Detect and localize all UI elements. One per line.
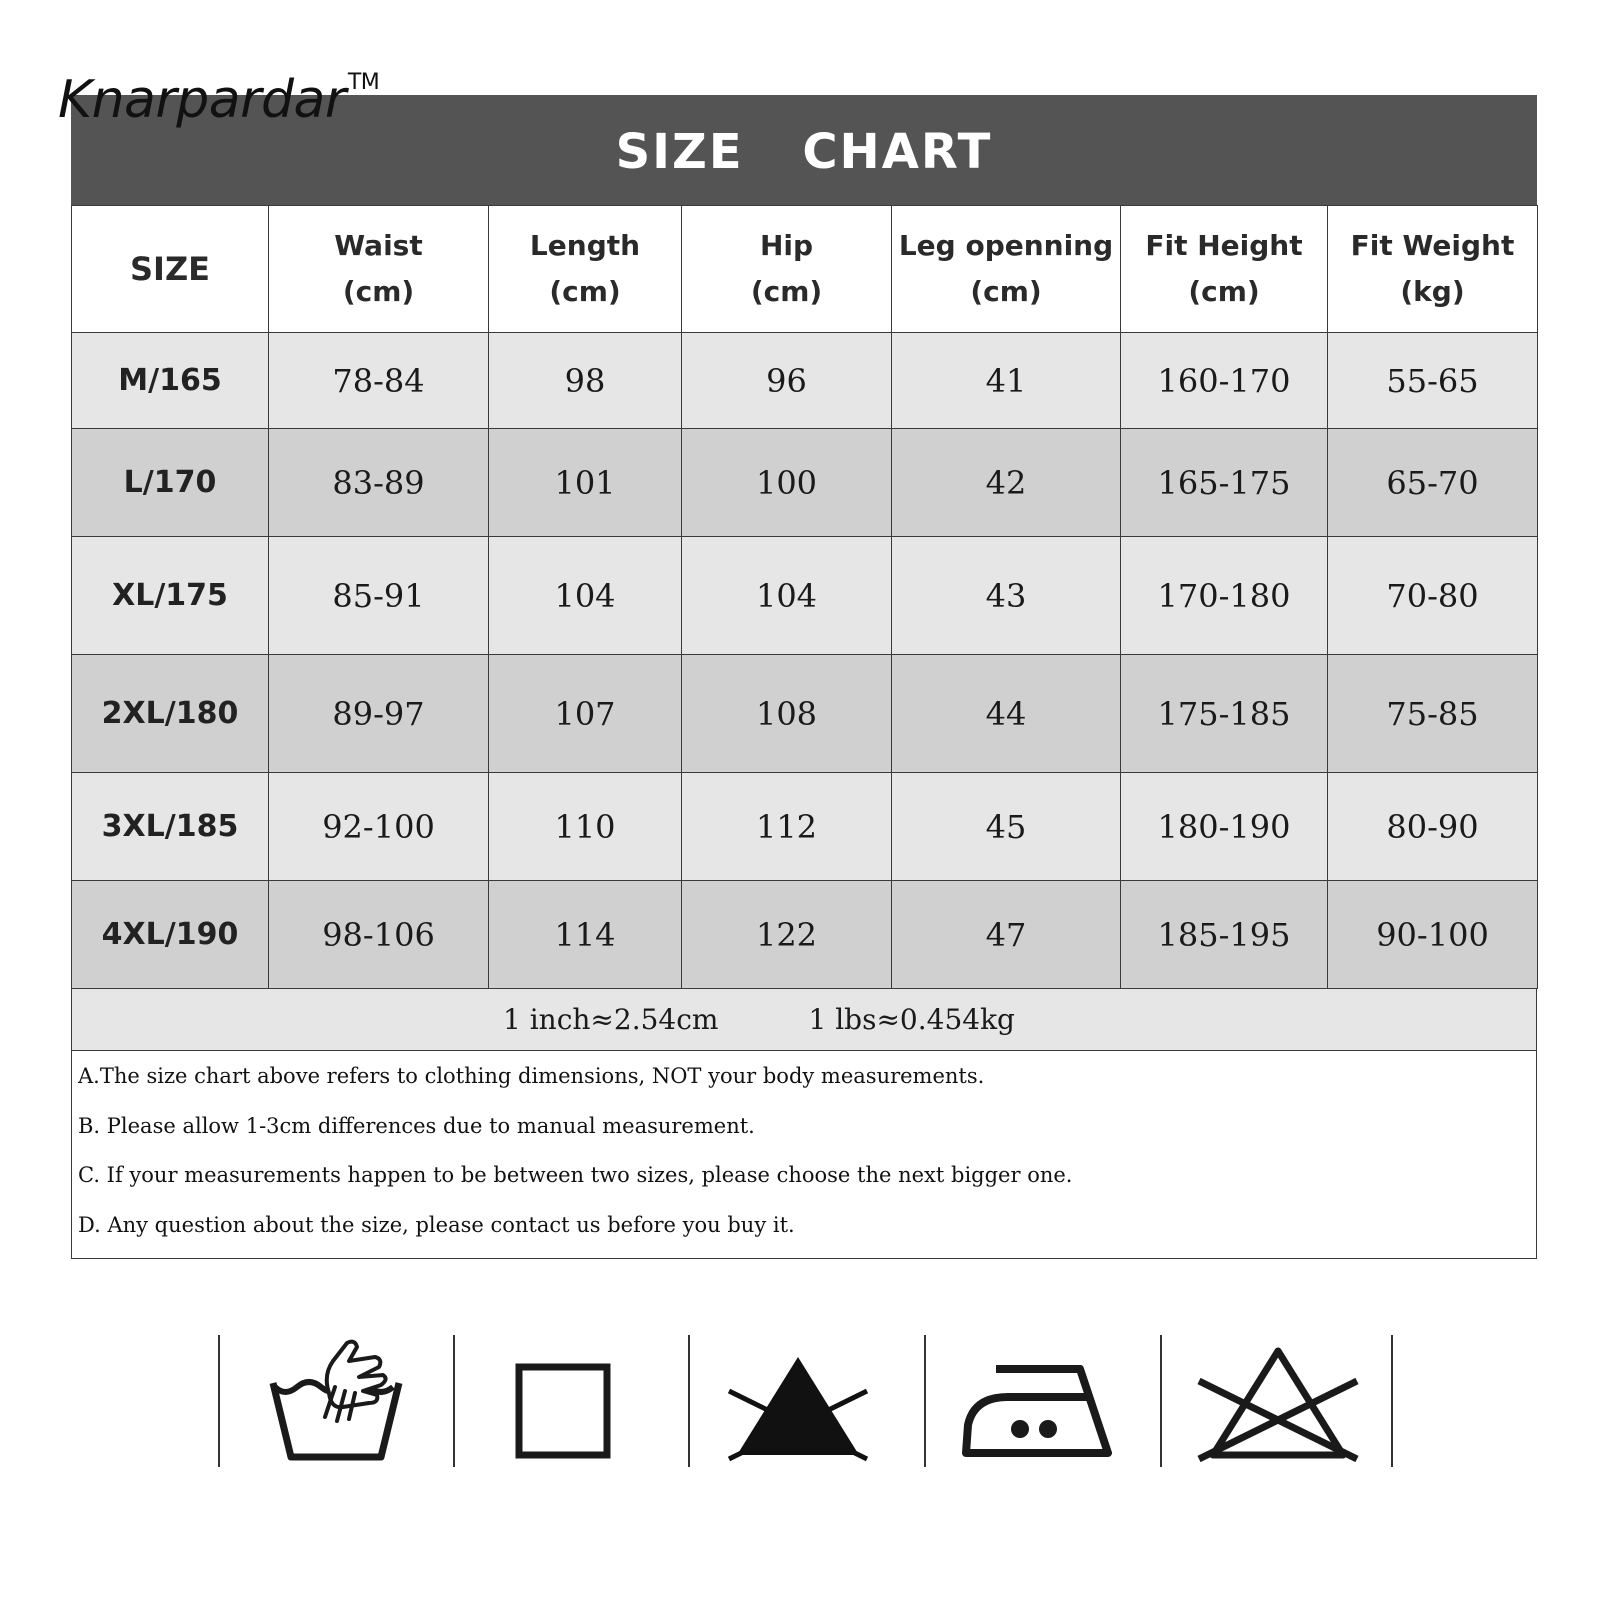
hip-cell: 112 <box>682 773 892 881</box>
lbs-conversion: 1 lbs≈0.454kg <box>808 1003 1015 1036</box>
brand-logo <box>58 70 380 130</box>
leg-opening-cell: 44 <box>892 655 1121 773</box>
note-c: C. If your measurements happen to be between two sizes, please choose the next bigger one. <box>78 1163 1073 1187</box>
size-cell: 2XL/180 <box>72 655 269 773</box>
fit-height-cell: 175-185 <box>1121 655 1328 773</box>
length-cell: 114 <box>489 881 682 989</box>
note-a: A.The size chart above refers to clothing dimensions, NOT your body measurements. <box>78 1064 985 1088</box>
waist-cell: 85-91 <box>269 537 489 655</box>
header-waist: Waist (cm) <box>269 206 489 333</box>
care-divider <box>688 1335 690 1467</box>
note-b: B. Please allow 1-3cm differences due to manual measurement. <box>78 1113 755 1138</box>
unit-conversion <box>71 989 1537 1051</box>
fit-height-cell: 165-175 <box>1121 429 1328 537</box>
header-fit-weight: Fit Weight (kg) <box>1328 206 1538 333</box>
fit-weight-cell: 55-65 <box>1328 333 1538 429</box>
header-leg-opening: Leg openning (cm) <box>892 206 1121 333</box>
size-cell: XL/175 <box>72 537 269 655</box>
leg-opening-cell: 43 <box>892 537 1121 655</box>
do-not-bleach-icon <box>1193 1335 1363 1467</box>
fit-height-cell: 180-190 <box>1121 773 1328 881</box>
header-size: SIZE <box>72 206 269 333</box>
length-cell: 110 <box>489 773 682 881</box>
care-divider <box>453 1335 455 1467</box>
bleach-icon <box>723 1335 873 1467</box>
hip-cell: 104 <box>682 537 892 655</box>
care-symbols <box>218 1335 1393 1467</box>
waist-cell: 89-97 <box>269 655 489 773</box>
size-chart <box>71 95 1537 1259</box>
length-cell: 101 <box>489 429 682 537</box>
length-cell: 98 <box>489 333 682 429</box>
size-notes <box>71 1051 1537 1259</box>
care-divider <box>1160 1335 1162 1467</box>
table-header-row <box>72 206 1538 333</box>
hand-wash-icon <box>263 1335 413 1467</box>
waist-cell: 83-89 <box>269 429 489 537</box>
hip-cell: 96 <box>682 333 892 429</box>
table-row <box>72 773 1538 881</box>
header-hip: Hip (cm) <box>682 206 892 333</box>
size-cell: 3XL/185 <box>72 773 269 881</box>
header-fit-height: Fit Height (cm) <box>1121 206 1328 333</box>
hip-cell: 122 <box>682 881 892 989</box>
leg-opening-cell: 47 <box>892 881 1121 989</box>
care-divider <box>218 1335 220 1467</box>
care-divider <box>1391 1335 1393 1467</box>
inch-conversion: 1 inch≈2.54cm <box>503 1003 719 1036</box>
size-cell: 4XL/190 <box>72 881 269 989</box>
table-row <box>72 537 1538 655</box>
iron-medium-icon <box>958 1335 1118 1467</box>
header-length: Length (cm) <box>489 206 682 333</box>
size-table <box>71 205 1538 989</box>
care-divider <box>924 1335 926 1467</box>
waist-cell: 98-106 <box>269 881 489 989</box>
length-cell: 107 <box>489 655 682 773</box>
fit-height-cell: 185-195 <box>1121 881 1328 989</box>
table-row <box>72 333 1538 429</box>
fit-weight-cell: 70-80 <box>1328 537 1538 655</box>
fit-weight-cell: 75-85 <box>1328 655 1538 773</box>
leg-opening-cell: 41 <box>892 333 1121 429</box>
tumble-dry-icon <box>508 1335 618 1467</box>
length-cell: 104 <box>489 537 682 655</box>
hip-cell: 100 <box>682 429 892 537</box>
size-cell: L/170 <box>72 429 269 537</box>
fit-weight-cell: 90-100 <box>1328 881 1538 989</box>
hip-cell: 108 <box>682 655 892 773</box>
waist-cell: 78-84 <box>269 333 489 429</box>
table-row <box>72 655 1538 773</box>
chart-title: SIZE CHART <box>71 95 1537 205</box>
table-row <box>72 429 1538 537</box>
table-row <box>72 881 1538 989</box>
fit-weight-cell: 80-90 <box>1328 773 1538 881</box>
fit-weight-cell: 65-70 <box>1328 429 1538 537</box>
fit-height-cell: 160-170 <box>1121 333 1328 429</box>
leg-opening-cell: 45 <box>892 773 1121 881</box>
trademark-symbol: TM <box>347 70 380 95</box>
leg-opening-cell: 42 <box>892 429 1121 537</box>
waist-cell: 92-100 <box>269 773 489 881</box>
brand-name: Knarpardar <box>58 70 346 130</box>
fit-height-cell: 170-180 <box>1121 537 1328 655</box>
note-d: D. Any question about the size, please contact us before you buy it. <box>78 1212 795 1237</box>
size-cell: M/165 <box>72 333 269 429</box>
